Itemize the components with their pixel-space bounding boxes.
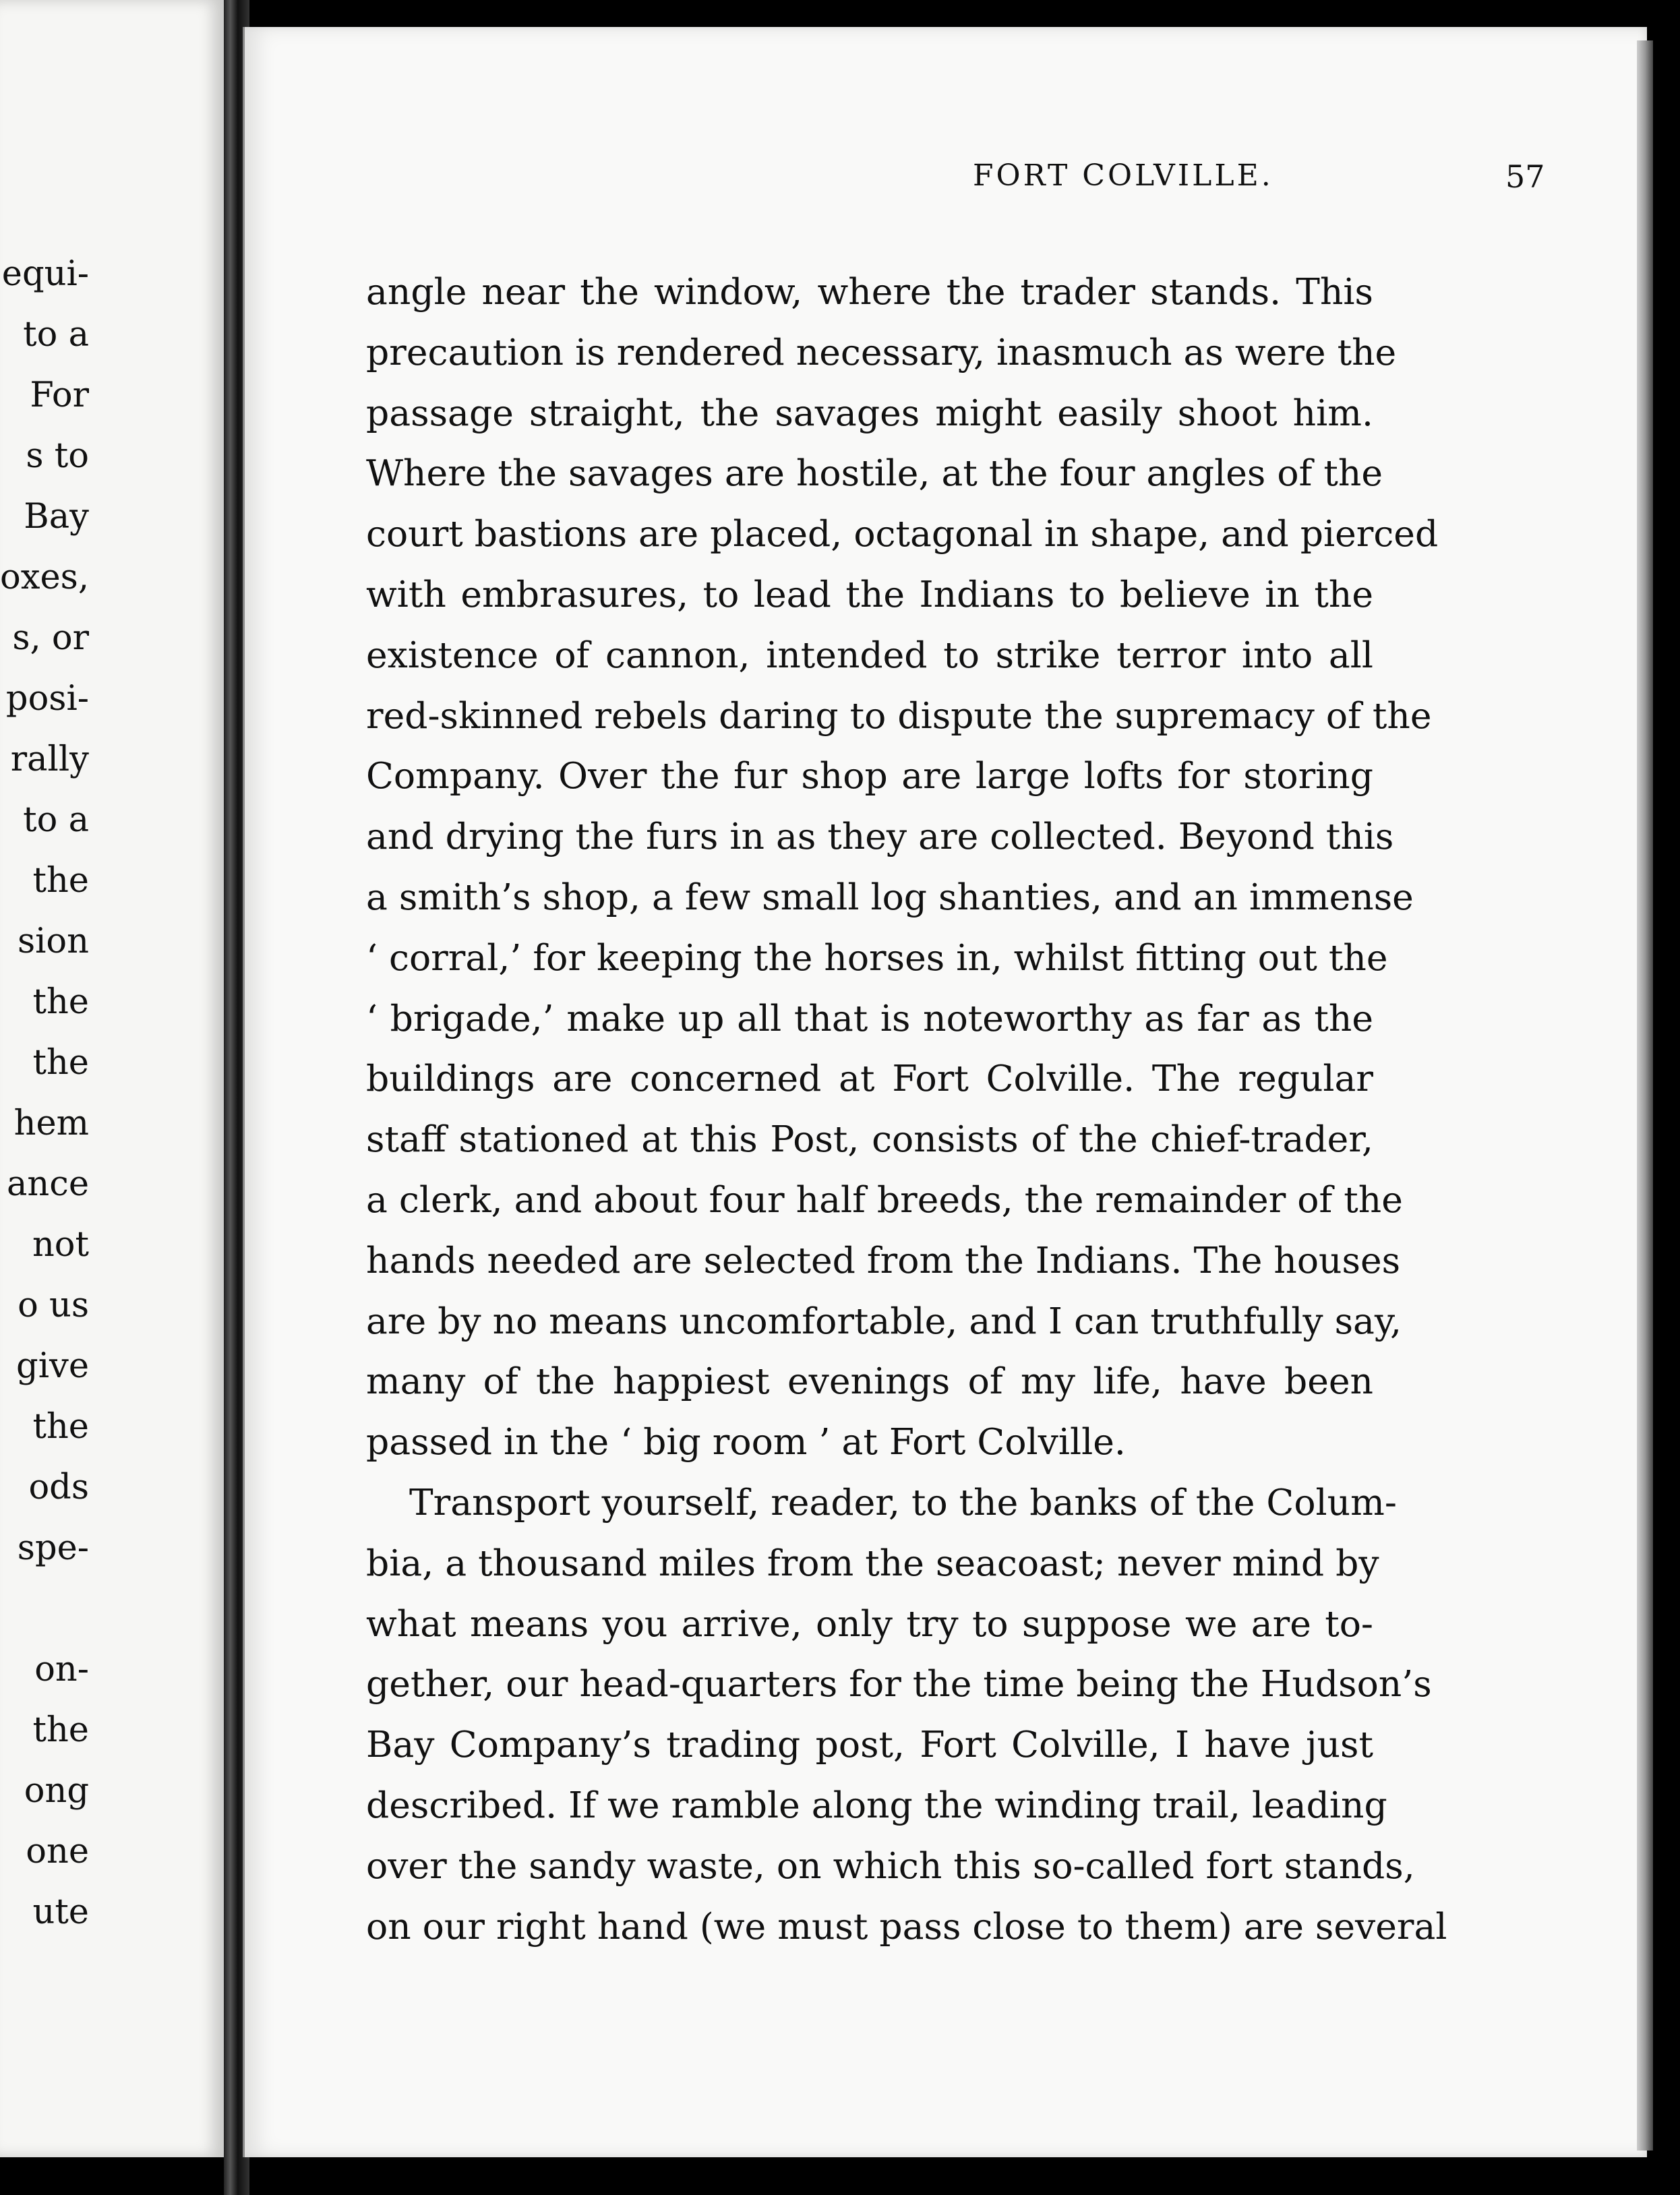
text-line: a smith’s shop, a few small log shanties, and an immense <box>366 875 1414 918</box>
page-edge <box>1637 40 1653 2151</box>
previous-page-line: posi- <box>5 679 89 719</box>
text-line: passage straight, the savages might easily shoot him. <box>366 391 1373 434</box>
previous-page-line: sion <box>17 922 89 961</box>
text-line: described. If we ramble along the winding trail, leading <box>366 1783 1387 1826</box>
previous-page-line: on- <box>34 1650 89 1689</box>
previous-page-line: oxes, <box>0 558 89 597</box>
previous-page-line: give <box>16 1346 89 1386</box>
previous-page-line <box>0 1579 89 1640</box>
text-line: red-skinned rebels daring to dispute the supremacy of the <box>366 694 1432 737</box>
text-line: ‘ corral,’ for keeping the horses in, whilst fitting out the <box>366 936 1388 979</box>
text-line: with embrasures, to lead the Indians to believe in the <box>366 572 1373 615</box>
text-line: court bastions are placed, octagonal in shape, and pierced <box>366 512 1439 555</box>
text-line: passed in the ‘ big room ’ at Fort Colville. <box>366 1420 1126 1464</box>
text-line: Where the savages are hostile, at the four angles of the <box>366 452 1383 495</box>
previous-page-line: rally <box>10 740 89 779</box>
text-line: ‘ brigade,’ make up all that is noteworthy as far as the <box>366 996 1373 1040</box>
text-line: are by no means uncomfortable, and I can truthfully say, <box>366 1299 1402 1342</box>
previous-page-line: For <box>30 375 89 415</box>
previous-page-line: s, or <box>12 618 89 658</box>
text-line: and drying the furs in as they are collected. Beyond this <box>366 815 1394 858</box>
previous-page-line: one <box>26 1832 89 1871</box>
text-line: buildings are concerned at Fort Colville. The regular <box>366 1057 1373 1100</box>
previous-page-line: the <box>32 982 89 1022</box>
paragraph <box>366 1472 1447 1956</box>
page-number: 57 <box>1505 158 1545 195</box>
text-line: staff stationed at this Post, consists of the chief-trader, <box>366 1118 1373 1161</box>
previous-page-line: the <box>32 861 89 901</box>
text-line: gether, our head-quarters for the time being the Hudson’s <box>366 1662 1432 1706</box>
current-page <box>243 27 1647 2157</box>
previous-page-line: equi- <box>1 254 89 294</box>
previous-page-line: the <box>32 1710 89 1750</box>
previous-page-line: o us <box>18 1286 89 1325</box>
text-line: precaution is rendered necessary, inasmuch as were the <box>366 330 1397 373</box>
text-line: on our right hand (we must pass close to them) are several <box>366 1904 1447 1948</box>
text-line: what means you arrive, only try to suppose we are to- <box>366 1602 1373 1645</box>
previous-page-line: Bay <box>24 497 89 537</box>
previous-page-line: ance <box>7 1164 89 1204</box>
text-line: Company. Over the fur shop are large lofts for storing <box>366 754 1373 798</box>
text-line: many of the happiest evenings of my life, have been <box>366 1360 1373 1403</box>
previous-page-line: spe- <box>17 1528 89 1568</box>
body-text <box>366 262 1447 1956</box>
text-line: angle near the window, where the trader stands. This <box>366 270 1373 313</box>
text-line: over the sandy waste, on which this so-called fort stands, <box>366 1844 1415 1887</box>
previous-page-text <box>0 244 89 1943</box>
paragraph <box>366 262 1439 1472</box>
previous-page-line: ong <box>24 1771 89 1811</box>
running-head <box>366 158 1647 206</box>
previous-page-line: not <box>32 1225 89 1265</box>
previous-page <box>0 0 224 2157</box>
previous-page-line: to a <box>23 315 89 355</box>
text-line: bia, a thousand miles from the seacoast; never mind by <box>366 1541 1379 1584</box>
previous-page-line: s to <box>26 436 89 476</box>
previous-page-line: the <box>32 1043 89 1083</box>
previous-page-line: ods <box>28 1468 89 1507</box>
previous-page-line: hem <box>13 1104 89 1143</box>
text-line: existence of cannon, intended to strike terror into all <box>366 633 1373 676</box>
running-head-title: FORT COLVILLE. <box>973 158 1273 193</box>
previous-page-line: ute <box>32 1892 89 1932</box>
text-line: Bay Company’s trading post, Fort Colville, I have just <box>366 1723 1373 1766</box>
previous-page-line: the <box>32 1407 89 1447</box>
text-line: Transport yourself, reader, to the banks of the Colum- <box>409 1480 1397 1524</box>
text-line: a clerk, and about four half breeds, the remainder of the <box>366 1178 1403 1221</box>
text-line: hands needed are selected from the Indians. The houses <box>366 1238 1401 1282</box>
previous-page-line: to a <box>23 800 89 840</box>
